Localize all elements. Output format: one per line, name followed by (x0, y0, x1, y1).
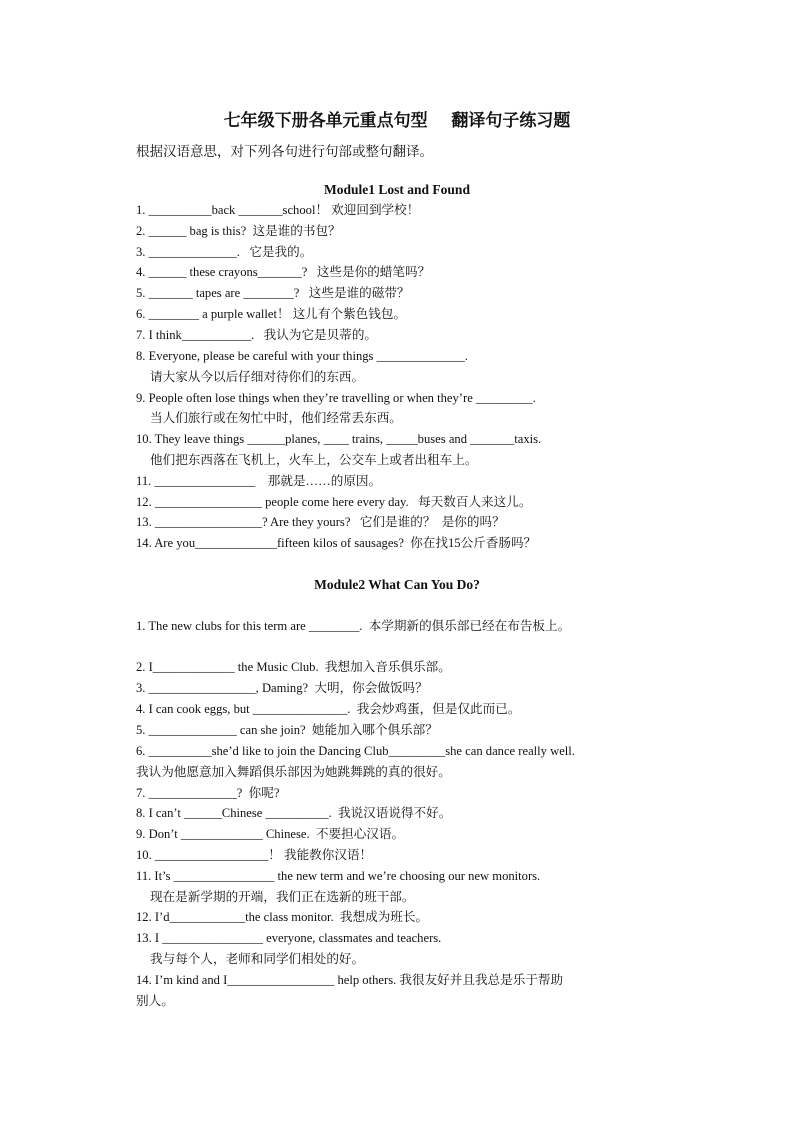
exercise-line: 1. __________back _______school！ 欢迎回到学校！ (136, 203, 420, 217)
exercise-line: 14. I’m kind and I_________________ help others. 我很友好并且我总是乐于帮助 (136, 973, 564, 987)
exercise-line: 3. ______________. 它是我的。 (136, 245, 313, 259)
exercise-line: 13. _________________? Are they yours? 它们是谁的？ 是你的吗？ (136, 515, 505, 529)
exercise-line: 14. Are you_____________fifteen kilos of sausages? 你在找15公斤香肠吗？ (136, 536, 537, 550)
exercise-line: 11. ________________ 那就是……的原因。 (136, 474, 382, 488)
instruction-text: 根据汉语意思，对下列各句进行句部或整句翻译。 (136, 144, 433, 160)
translation-line: 现在是新学期的开端，我们正在选新的班干部。 (150, 890, 415, 904)
exercise-line: 7. ______________? 你呢? (136, 786, 280, 800)
exercise-line: 9. Don’t _____________ Chinese. 不要担心汉语。 (136, 827, 405, 841)
exercise-line: 10. They leave things ______planes, ____ trains, _____buses and _______taxis. (136, 432, 542, 446)
translation-line: 他们把东西落在飞机上，火车上，公交车上或者出租车上。 (150, 453, 478, 467)
exercise-line: 12. _________________ people come here every day. 每天数百人来这儿。 (136, 495, 532, 509)
translation-line: 我与每个人，老师和同学们相处的好。 (150, 952, 365, 966)
translation-line: 请大家从今以后仔细对待你们的东西。 (150, 370, 365, 384)
translation-line: 当人们旅行或在匆忙中时，他们经常丢东西。 (150, 411, 402, 425)
exercise-line: 6. ________ a purple wallet！ 这儿有个紫色钱包。 (136, 307, 407, 321)
module1-heading: Module1 Lost and Found (324, 182, 470, 197)
exercise-line: 7. I think___________. 我认为它是贝蒂的。 (136, 328, 378, 342)
exercise-line: 10. __________________！ 我能教你汉语！ (136, 848, 373, 862)
exercise-line: 4. ______ these crayons_______? 这些是你的蜡笔吗？ (136, 265, 431, 279)
module2-heading: Module2 What Can You Do? (314, 577, 480, 592)
exercise-line: 8. Everyone, please be careful with your things ______________. (136, 349, 468, 363)
exercise-line: 5. ______________ can she join? 她能加入哪个俱乐部？ (136, 723, 438, 737)
exercise-line: 2. ______ bag is this? 这是谁的书包？ (136, 224, 341, 238)
exercise-line: 别人。 (136, 994, 174, 1008)
exercise-line: 12. I’d____________the class monitor. 我想成为班长。 (136, 910, 429, 924)
exercise-line: 6. __________she’d like to join the Dancing Club_________she can dance really well. (136, 744, 575, 758)
exercise-line: 5. _______ tapes are ________? 这些是谁的磁带？ (136, 286, 410, 300)
translation-line: 我认为他愿意加入舞蹈俱乐部因为她跳舞跳的真的很好。 (136, 765, 451, 779)
exercise-line: 8. I can’t ______Chinese __________. 我说汉语说得不好。 (136, 806, 452, 820)
exercise-line: 3. _________________, Daming? 大明，你会做饭吗？ (136, 681, 428, 695)
exercise-line: 9. People often lose things when they’re travelling or when they’re _________. (136, 391, 536, 405)
exercise-line: 4. I can cook eggs, but _______________. 我会炒鸡蛋，但是仅此而已。 (136, 702, 521, 716)
exercise-line: 2. I_____________ the Music Club. 我想加入音乐俱乐部。 (136, 660, 451, 674)
page-title: 七年级下册各单元重点句型 翻译句子练习题 (223, 111, 571, 131)
exercise-line: 1. The new clubs for this term are ________. 本学期新的俱乐部已经在布告板上。 (136, 619, 571, 633)
exercise-line: 11. It’s ________________ the new term and we’re choosing our new monitors. (136, 869, 541, 883)
exercise-line: 13. I ________________ everyone, classmates and teachers. (136, 931, 442, 945)
